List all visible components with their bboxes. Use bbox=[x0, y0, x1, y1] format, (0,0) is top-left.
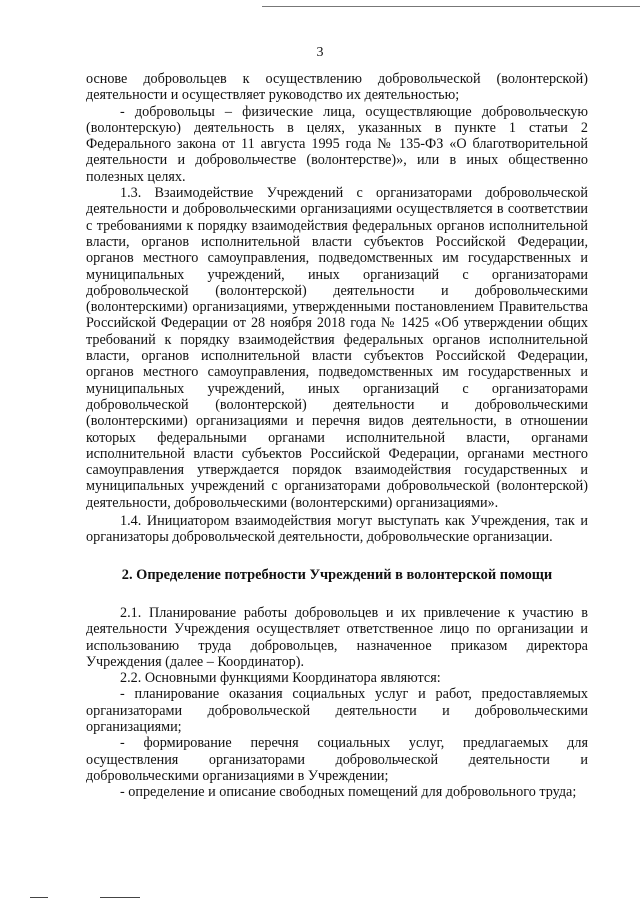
bottom-scan-marks bbox=[0, 897, 640, 899]
document-body bbox=[86, 71, 588, 800]
list-item-planning: - планирование оказания социальных услуг и работ, предоставляемых организаторами добровольческой деятельности и добровольческими организациями; bbox=[86, 686, 588, 735]
list-item-forming-list: - формирование перечня социальных услуг, предлагаемых для осуществления организаторами добровольческой деятельности и добровольческими организациями в Учреждении; bbox=[86, 735, 588, 784]
top-border-line bbox=[262, 6, 640, 7]
paragraph-volunteers-definition: - добровольцы – физические лица, осуществляющие добровольческую (волонтерскую) деятельность в целях, указанных в пункте 1 статьи 2 Федерального закона от 11 августа 1995 года № 135-ФЗ «О благотворительной деятельности и добровольчестве (волонтерстве)», или в иных общественно полезных целях. bbox=[86, 103, 588, 185]
list-item-premises: - определение и описание свободных помещений для добровольного труда; bbox=[120, 784, 577, 801]
paragraph-1-4: 1.4. Инициатором взаимодействия могут выступать как Учреждения, так и организаторы добровольческой деятельности, добровольческие организации. bbox=[86, 513, 588, 546]
paragraph-2-2: 2.2. Основными функциями Координатора являются: bbox=[120, 670, 441, 687]
paragraph-1-3: 1.3. Взаимодействие Учреждений с организаторами добровольческой деятельности и добровольческими организациями осуществляется в соответствии с требованиями к порядку взаимодействия федеральных органов исполнительной власти, органов исполнительной власти субъектов Российской Федерации, органов местного самоуправления, подведомственных им государственных и муниципальных учреждений, иных организаций с организаторами добровольческой (волонтерской) деятельности и добровольческими (волонтерскими) организациями, утвержденными постановлением Правительства Российской Федерации от 28 ноября 2018 года № 1425 «Об утверждении общих требований к порядку взаимодействия федеральных органов исполнительной власти, органов исполнительной власти субъектов Российской Федерации, органов местного самоуправления, подведомственных им государственных и муниципальных учреждений, иных организаций с организаторами добровольческой (волонтерской) деятельности и добровольческими (волонтерскими) организациями и перечня видов деятельности, в отношении которых федеральными органами исполнительной власти, органами исполнительной власти субъектов Российской Федерации, органами местного самоуправления утверждается порядок взаимодействия государственных и муниципальных учреждений с организаторами добровольческой (волонтерской) деятельности, добровольческими (волонтерскими) организациями». bbox=[86, 185, 588, 511]
page-number: 3 bbox=[316, 45, 324, 60]
paragraph-2-1: 2.1. Планирование работы добровольцев и их привлечение к участию в деятельности Учреждения осуществляет ответственное лицо по организации и использованию труда добровольцев, назначенное приказом директора Учреждения (далее – Координатор). bbox=[86, 604, 588, 670]
paragraph-continuation: основе добровольцев к осуществлению добровольческой (волонтерской) деятельности и осуществляет руководство их деятельностью; bbox=[86, 71, 588, 104]
section-2-title: 2. Определение потребности Учреждений в волонтерской помощи bbox=[121, 566, 553, 583]
